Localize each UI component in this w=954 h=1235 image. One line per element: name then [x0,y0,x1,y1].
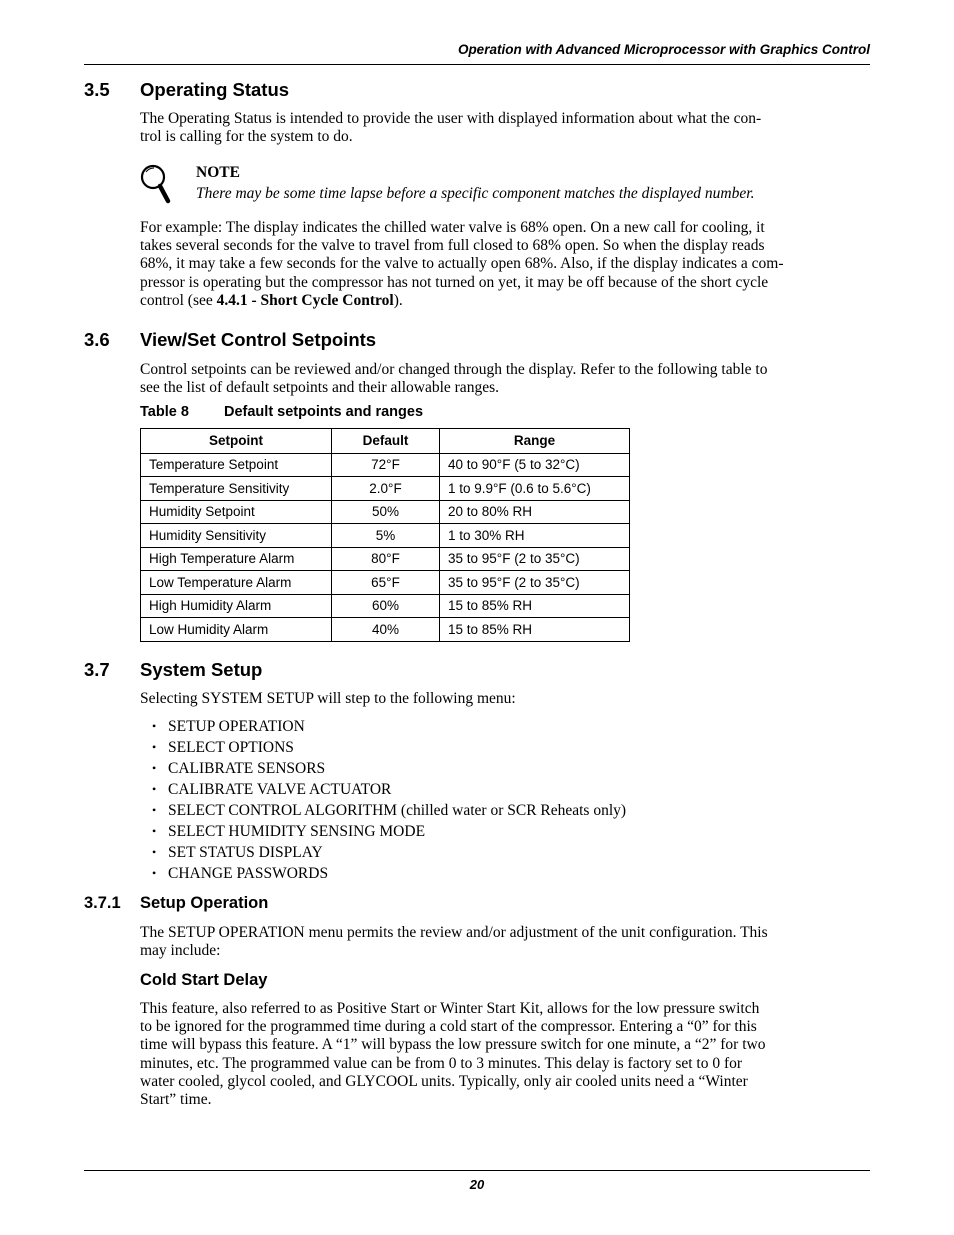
paragraph-line: This feature, also referred to as Positive Start or Winter Start Kit, allows for the low pressure switch [140,1000,760,1017]
paragraph-line: water cooled, glycol cooled, and GLYCOOL units. Typically, only air cooled units need a “Winter [140,1072,748,1090]
list-item [152,779,626,800]
operating-status-intro [140,110,870,146]
list-item [152,842,626,863]
setpoint-cell: Temperature Setpoint [141,453,332,477]
footer-rule [84,1170,870,1171]
section-number: 3.5 [84,79,110,100]
setpoint-cell: Low Humidity Alarm [141,618,332,642]
magnifier-icon [140,163,174,205]
setpoints-table [140,428,630,642]
table-row [141,500,630,524]
list-item [152,800,626,821]
default-cell: 40% [332,618,440,642]
setpoints-intro [140,361,870,397]
running-header: Operation with Advanced Microprocessor with Graphics Control [457,42,870,57]
section-heading-3-7-1 [84,894,268,913]
note-text: There may be some time lapse before a specific component matches the displayed number. [196,185,755,202]
default-cell: 80°F [332,547,440,571]
list-item [152,758,626,779]
table-label: Table 8 [140,404,189,420]
paragraph-line: For example: The display indicates the chilled water valve is 68% open. On a new call for cooling, it [140,219,765,236]
range-cell: 1 to 9.9°F (0.6 to 5.6°C) [440,477,630,501]
table-row [141,618,630,642]
menu-item-label: SET STATUS DISPLAY [168,844,323,861]
range-cell: 15 to 85% RH [440,618,630,642]
menu-item-label: SELECT HUMIDITY SENSING MODE [168,823,426,840]
table-row [141,571,630,595]
paragraph-line: pressor is operating but the compressor has not turned on yet, it may be off because of the short cycle [140,273,769,291]
section-title: Operating Status [140,79,290,100]
system-setup-intro: Selecting SYSTEM SETUP will step to the following menu: [140,690,516,707]
menu-item-label: SELECT CONTROL ALGORITHM (chilled water or SCR Reheats only) [168,802,627,819]
section-heading-3-5 [84,79,289,101]
paragraph-line: takes several seconds for the valve to travel from full closed to 68% open. So when the display reads [140,237,765,255]
cold-start-delay-heading: Cold Start Delay [140,971,268,989]
paragraph-line: The SETUP OPERATION menu permits the review and/or adjustment of the unit configuration. This [140,924,768,941]
column-header-default: Default [332,429,440,454]
paragraph-line: time will bypass this feature. A “1” will bypass the low pressure switch for one minute, a “2” for two [140,1036,766,1054]
menu-item-label: CALIBRATE VALVE ACTUATOR [168,781,392,798]
bullet: • [152,824,157,838]
table-row [141,477,630,501]
range-cell: 40 to 90°F (5 to 32°C) [440,453,630,477]
setpoint-cell: High Humidity Alarm [141,594,332,618]
section-number: 3.6 [84,329,110,350]
table-row [141,547,630,571]
cold-start-delay-paragraph [140,1000,870,1109]
paragraph-line: to be ignored for the programmed time during a cold start of the compressor. Entering a “0” for this [140,1018,757,1036]
column-header-range: Range [440,429,630,454]
menu-item-label: CALIBRATE SENSORS [168,760,326,777]
list-item [152,821,626,842]
range-cell: 20 to 80% RH [440,500,630,524]
table-row [141,594,630,618]
bullet: • [152,761,157,775]
header-rule [84,64,870,65]
default-cell: 2.0°F [332,477,440,501]
table-title: Default setpoints and ranges [224,404,424,420]
cross-reference-link[interactable]: 4.4.1 - Short Cycle Control [216,291,394,309]
setpoint-cell: Humidity Setpoint [141,500,332,524]
menu-item-label: CHANGE PASSWORDS [168,865,329,882]
bullet: • [152,845,157,859]
paragraph-line: Control setpoints can be reviewed and/or changed through the display. Refer to the following table to [140,361,768,378]
setpoint-cell: High Temperature Alarm [141,547,332,571]
section-number: 3.7.1 [84,894,121,912]
paragraph-line: see the list of default setpoints and their allowable ranges. [140,379,499,397]
section-heading-3-6 [84,329,376,351]
paragraph-line [140,292,870,310]
setpoint-cell: Temperature Sensitivity [141,477,332,501]
default-cell: 50% [332,500,440,524]
default-cell: 72°F [332,453,440,477]
example-suffix: ). [393,291,403,309]
example-prefix: control (see [140,291,217,309]
bullet: • [152,782,157,796]
paragraph-line: Start” time. [140,1091,212,1109]
menu-item-label: SELECT OPTIONS [168,739,294,756]
setpoint-cell: Low Temperature Alarm [141,571,332,595]
paragraph-line: trol is calling for the system to do. [140,128,353,146]
paragraph-line: minutes, etc. The programmed value can be from 0 to 3 minutes. This delay is factory set to 0 for [140,1054,743,1072]
section-number: 3.7 [84,659,110,680]
paragraph-line: may include: [140,942,221,960]
setpoint-cell: Humidity Sensitivity [141,524,332,548]
range-cell: 15 to 85% RH [440,594,630,618]
paragraph-line: 68%, it may take a few seconds for the valve to actually open 68%. Also, if the display indicates a com- [140,255,784,273]
bullet: • [152,803,157,817]
default-cell: 5% [332,524,440,548]
range-cell: 35 to 95°F (2 to 35°C) [440,571,630,595]
list-item [152,716,626,737]
column-header-setpoint: Setpoint [141,429,332,454]
range-cell: 35 to 95°F (2 to 35°C) [440,547,630,571]
bullet: • [152,719,157,733]
section-heading-3-7 [84,659,262,681]
bullet: • [152,866,157,880]
default-cell: 60% [332,594,440,618]
list-item [152,863,626,884]
table-header-row [141,429,630,454]
range-cell: 1 to 30% RH [440,524,630,548]
table-row [141,453,630,477]
page-number: 20 [469,1177,485,1192]
section-title: View/Set Control Setpoints [140,329,377,350]
list-item [152,737,626,758]
section-title: System Setup [140,659,263,680]
default-cell: 65°F [332,571,440,595]
setup-operation-intro [140,924,870,960]
paragraph-line: The Operating Status is intended to provide the user with displayed information about what the con- [140,110,762,127]
bullet: • [152,740,157,754]
menu-item-label: SETUP OPERATION [168,718,305,735]
note-title: NOTE [196,164,240,181]
section-title: Setup Operation [140,894,269,912]
table-row [141,524,630,548]
operating-status-example [140,219,870,310]
table-caption [140,404,423,420]
system-setup-menu-list [152,716,626,884]
